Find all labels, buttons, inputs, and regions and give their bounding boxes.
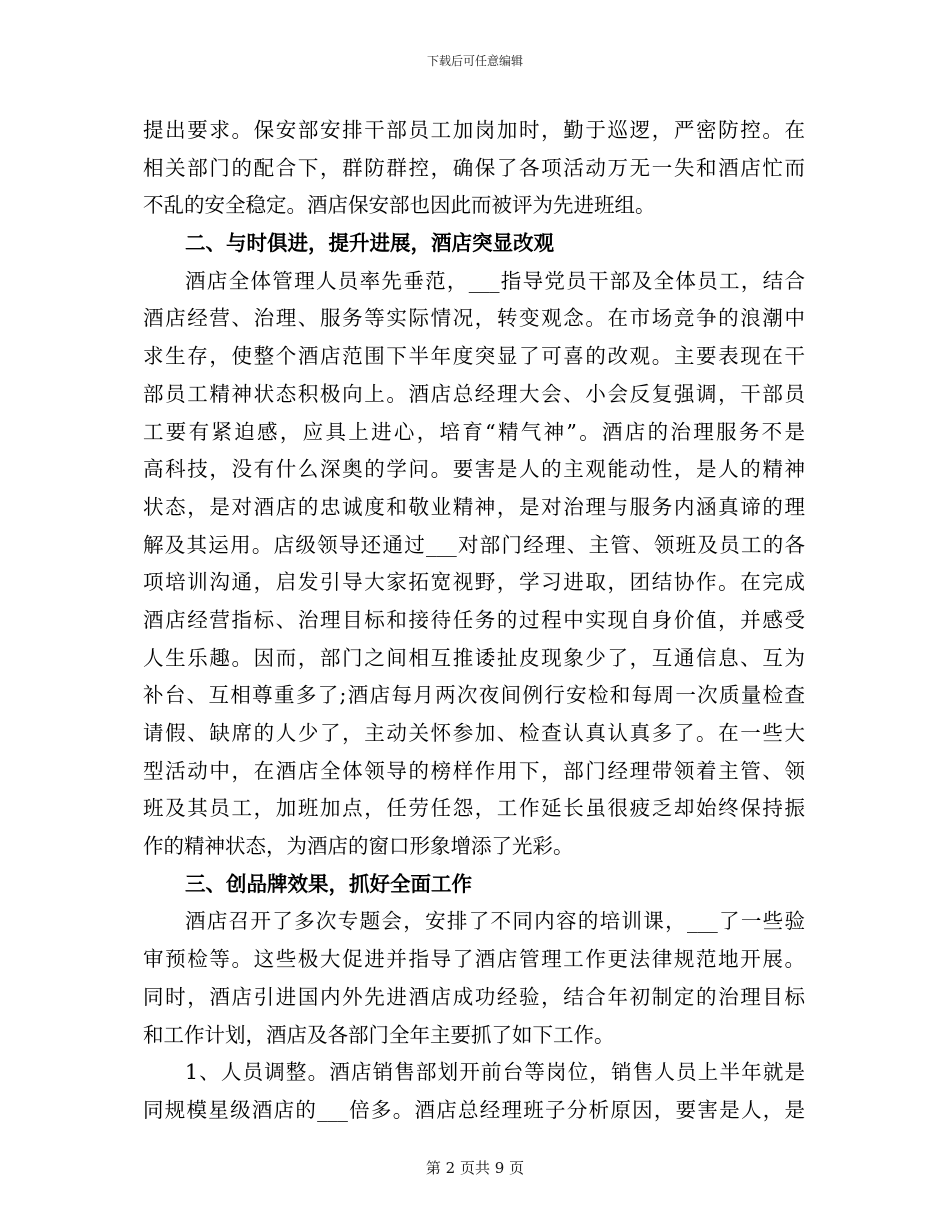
body-line: 相关部门的配合下，群防群控，确保了各项活动万无一失和酒店忙而 xyxy=(143,155,805,180)
body-line: 型活动中，在酒店全体领导的榜样作用下，部门经理带领着主管、领 xyxy=(143,758,805,783)
body-line: 人生乐趣。因而，部门之间相互推诿扯皮现象少了，互通信息、互为 xyxy=(143,645,805,670)
body-line: 班及其员工，加班加点，任劳任怨，工作延长虽很疲乏却始终保持振 xyxy=(143,796,805,821)
document-body xyxy=(143,112,805,1130)
body-line: 酒店经营、治理、服务等实际情况，转变观念。在市场竞争的浪潮中 xyxy=(143,306,805,331)
body-line: 求生存，使整个酒店范围下半年度突显了可喜的改观。主要表现在干 xyxy=(143,344,805,369)
body-line: 项培训沟通，启发引导大家拓宽视野，学习进取，团结协作。在完成 xyxy=(143,570,805,595)
body-line: 酒店全体管理人员率先垂范，___指导党员干部及全体员工，结合 xyxy=(185,268,805,293)
page-header-note: 下载后可任意编辑 xyxy=(426,54,523,68)
section-heading: 二、与时俱进，提升进展，酒店突显改观 xyxy=(185,231,554,256)
body-line: 高科技，没有什么深奥的学问。要害是人的主观能动性，是人的精神 xyxy=(143,457,805,482)
section-heading: 三、创品牌效果，抓好全面工作 xyxy=(185,871,472,896)
page-number: 第 2 页共 9 页 xyxy=(425,1159,525,1177)
body-line: 作的精神状态，为酒店的窗口形象增添了光彩。 xyxy=(143,834,574,859)
body-line: 和工作计划，酒店及各部门全年主要抓了如下工作。 xyxy=(143,1022,615,1047)
body-line: 1、人员调整。酒店销售部划开前台等岗位，销售人员上半年就是 xyxy=(185,1060,805,1085)
body-line: 酒店召开了多次专题会，安排了不同内容的培训课，___了一些验 xyxy=(185,909,805,934)
body-line: 同规模星级酒店的___倍多。酒店总经理班子分析原因，要害是人，是 xyxy=(143,1097,805,1122)
body-line: 审预检等。这些极大促进并指导了酒店管理工作更法律规范地开展。 xyxy=(143,947,805,972)
body-line: 提出要求。保安部安排干部员工加岗加时，勤于巡逻，严密防控。在 xyxy=(143,118,805,142)
body-line: 不乱的安全稳定。酒店保安部也因此而被评为先进班组。 xyxy=(143,193,656,218)
body-line: 请假、缺席的人少了，主动关怀参加、检查认真认真多了。在一些大 xyxy=(143,721,805,745)
body-line: 补台、互相尊重多了;酒店每月两次夜间例行安检和每周一次质量检查 xyxy=(143,683,805,708)
body-line: 同时，酒店引进国内外先进酒店成功经验，结合年初制定的治理目标 xyxy=(143,984,805,1009)
body-line: 部员工精神状态积极向上。酒店总经理大会、小会反复强调，干部员 xyxy=(143,381,805,406)
body-line: 状态，是对酒店的忠诚度和敬业精神，是对治理与服务内涵真谛的理 xyxy=(143,494,805,519)
body-line: 工要有紧迫感，应具上进心，培育“精气神”。酒店的治理服务不是 xyxy=(143,419,805,444)
body-line: 酒店经营指标、治理目标和接待任务的过程中实现自身价值，并感受 xyxy=(143,607,805,632)
body-line: 解及其运用。店级领导还通过___对部门经理、主管、领班及员工的各 xyxy=(143,532,805,557)
